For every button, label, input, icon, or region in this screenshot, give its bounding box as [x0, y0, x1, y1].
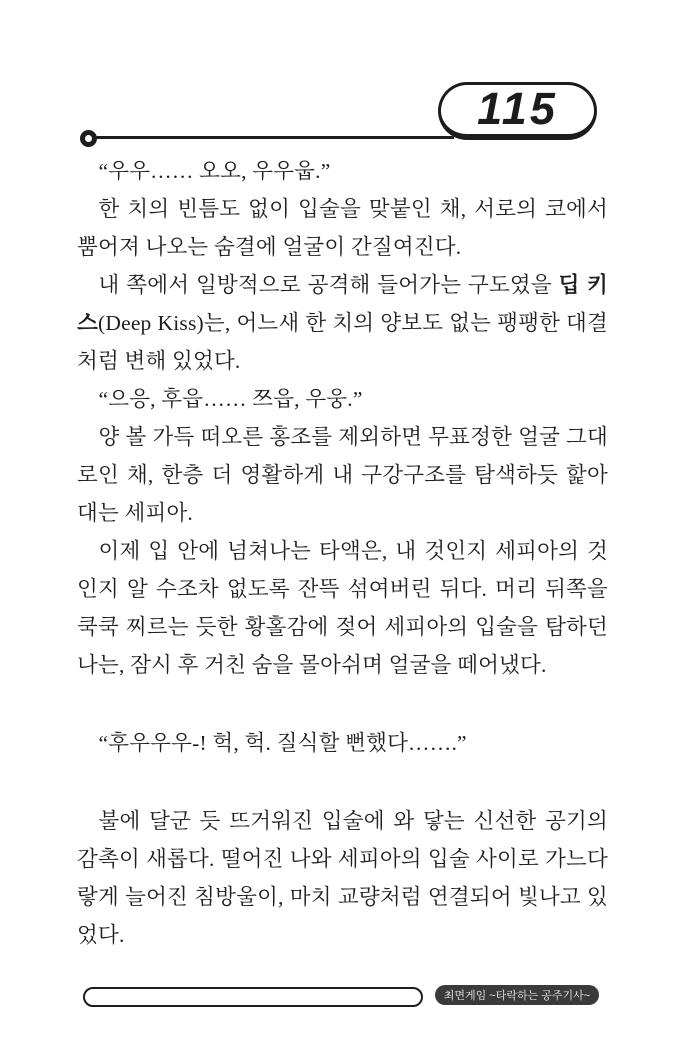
page-number: 115: [477, 82, 558, 134]
series-title-badge: [435, 985, 599, 1005]
text-segment: “으응, 후읍…… 쯔읍, 우웅.”: [98, 387, 363, 411]
series-title: 최면게임 ~타락하는 공주기사~: [443, 990, 591, 1002]
page-number-pill: [438, 82, 597, 140]
paragraph: [77, 190, 608, 266]
paragraph: [77, 380, 608, 418]
text-segment: 한 치의 빈틈도 없이 입술을 맞붙인 채, 서로의 코에서 뿜어져 나오는 숨결에 얼굴이 간질여진다.: [77, 197, 608, 259]
text-segment: “우우…… 오오, 우우웁.”: [98, 159, 331, 183]
header-rule-line: [92, 136, 454, 139]
emphasized-text: 딥 키스: [77, 273, 608, 335]
paragraph: [77, 532, 608, 684]
text-segment: 이제 입 안에 넘쳐나는 타액은, 내 것인지 세피아의 것인지 알 수조차 없도록 잔뜩 섞여버린 뒤다. 머리 뒤쪽을 쿡쿡 찌르는 듯한 황홀감에 젖어 세피아의 입술을 탐하던 나는, 잠시 후 거친 숨을 몰아쉬며 얼굴을 떼어냈다.: [77, 539, 608, 677]
paragraph: [77, 802, 608, 954]
paragraph: [77, 152, 608, 190]
text-segment: 불에 달군 듯 뜨거워진 입술에 와 닿는 신선한 공기의 감촉이 새롭다. 떨어진 나와 세피아의 입술 사이로 가느다랗게 늘어진 침방울이, 마치 교량처럼 연결되어 빛나고 있었다.: [77, 809, 608, 947]
paragraph: [77, 418, 608, 532]
text-segment: 양 볼 가득 떠오른 홍조를 제외하면 무표정한 얼굴 그대로인 채, 한층 더 영활하게 내 구강구조를 탐색하듯 핥아대는 세피아.: [77, 425, 608, 525]
text-segment: (Deep Kiss)는, 어느새 한 치의 양보도 없는 팽팽한 대결처럼 변해 있었다.: [77, 311, 608, 373]
text-segment: “후우우우-! 헉, 헉. 질식할 뻔했다…….”: [98, 731, 467, 755]
footer-title-box: [83, 987, 423, 1007]
page-text: [77, 152, 608, 954]
paragraph: [77, 724, 608, 762]
text-segment: 내 쪽에서 일방적으로 공격해 들어가는 구도였을: [98, 273, 559, 297]
paragraph: [77, 266, 608, 380]
